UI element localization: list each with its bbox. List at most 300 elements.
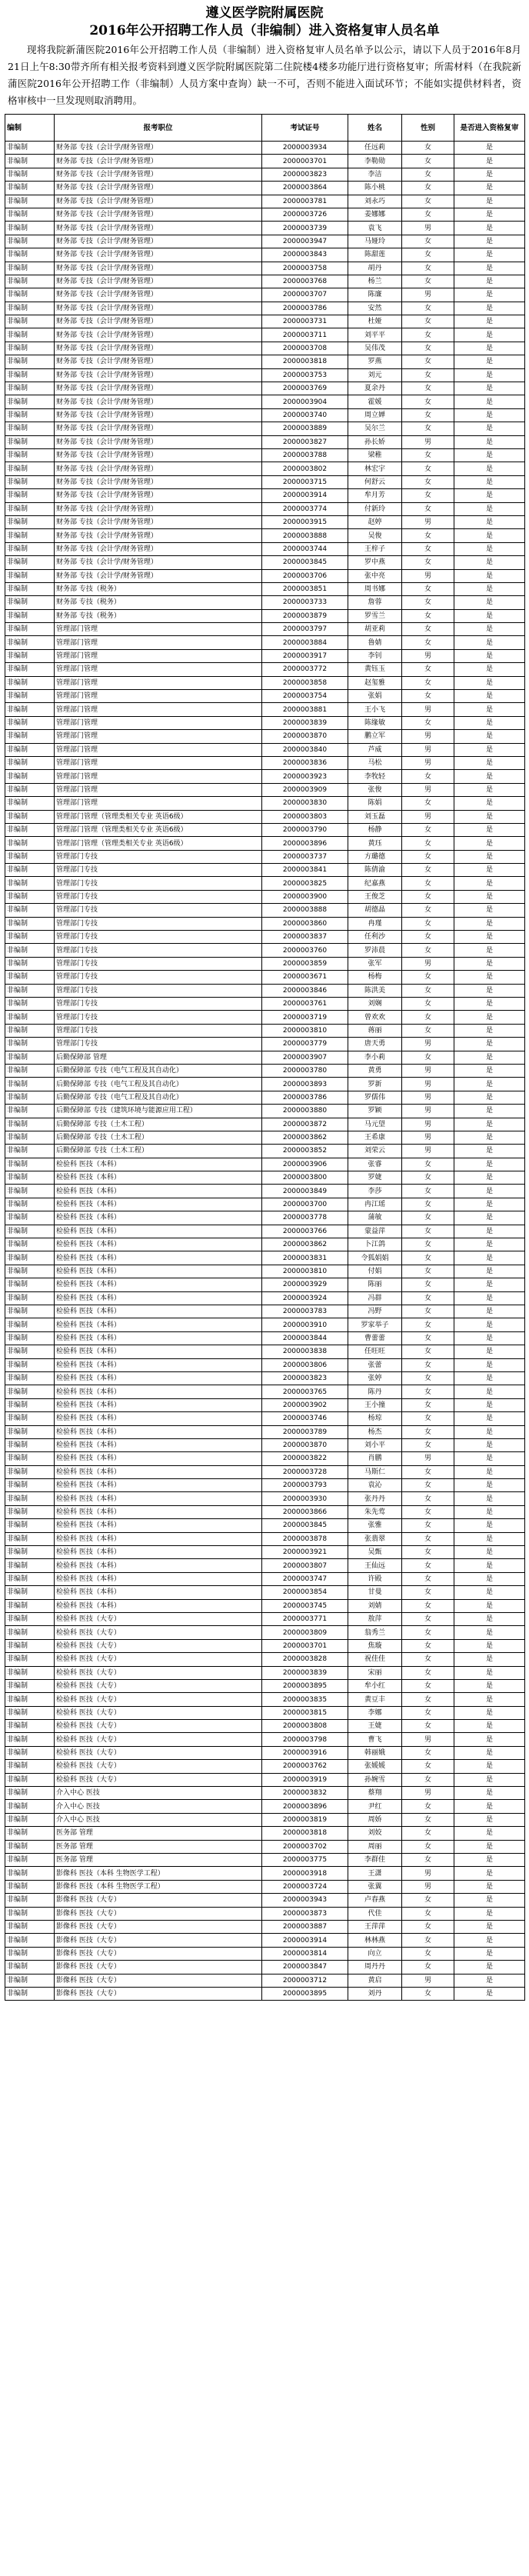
cell-exam-no: 2000003910	[262, 1318, 348, 1331]
table-row	[5, 1546, 525, 1559]
cell-bianzhi: 非编制	[5, 1720, 55, 1733]
cell-sex: 女	[402, 208, 454, 221]
cell-sex: 女	[402, 1358, 454, 1371]
cell-bianzhi: 非编制	[5, 837, 55, 850]
cell-name: 杨静	[348, 823, 402, 836]
cell-post: 影像科 医技（大专）	[55, 1920, 262, 1933]
cell-exam-no: 2000003823	[262, 1371, 348, 1385]
cell-sex: 女	[402, 1385, 454, 1398]
cell-exam-no: 2000003840	[262, 743, 348, 756]
cell-review: 是	[454, 676, 525, 689]
cell-name: 曾欢欢	[348, 1011, 402, 1024]
cell-bianzhi: 非编制	[5, 810, 55, 823]
table-row	[5, 1987, 525, 2000]
cell-sex: 女	[402, 770, 454, 783]
table-row	[5, 1867, 525, 1880]
cell-exam-no: 2000003902	[262, 1398, 348, 1411]
cell-exam-no: 2000003797	[262, 623, 348, 636]
cell-exam-no: 2000003724	[262, 1880, 348, 1893]
cell-sex: 女	[402, 1720, 454, 1733]
table-row	[5, 1452, 525, 1465]
col-header-review: 是否进入资格复审	[454, 115, 525, 142]
cell-review: 是	[454, 155, 525, 168]
cell-exam-no: 2000003884	[262, 636, 348, 649]
cell-name: 冯野	[348, 1305, 402, 1318]
cell-sex: 女	[402, 275, 454, 288]
cell-review: 是	[454, 1666, 525, 1679]
cell-name: 李莎	[348, 1185, 402, 1198]
cell-sex: 女	[402, 1198, 454, 1211]
cell-post: 检验科 医技（本科）	[55, 1532, 262, 1545]
cell-sex: 女	[402, 1612, 454, 1625]
table-row	[5, 1385, 525, 1398]
cell-bianzhi: 非编制	[5, 288, 55, 302]
table-row	[5, 716, 525, 729]
table-row	[5, 475, 525, 488]
cell-exam-no: 2000003779	[262, 1038, 348, 1051]
cell-post: 财务部 专技（会计学/财务管理）	[55, 515, 262, 528]
cell-sex: 女	[402, 248, 454, 262]
table-row	[5, 208, 525, 221]
cell-exam-no: 2000003823	[262, 168, 348, 181]
cell-sex: 女	[402, 890, 454, 903]
cell-bianzhi: 非编制	[5, 1840, 55, 1853]
cell-name: 赵婷	[348, 515, 402, 528]
table-row	[5, 1800, 525, 1813]
cell-sex: 女	[402, 1572, 454, 1585]
cell-review: 是	[454, 1345, 525, 1358]
cell-sex: 女	[402, 931, 454, 944]
cell-exam-no: 2000003806	[262, 1358, 348, 1371]
cell-review: 是	[454, 556, 525, 569]
table-row	[5, 743, 525, 756]
cell-review: 是	[454, 1599, 525, 1612]
cell-sex: 女	[402, 676, 454, 689]
cell-bianzhi: 非编制	[5, 1586, 55, 1599]
cell-exam-no: 2000003870	[262, 1438, 348, 1451]
cell-post: 检验科 医技（本科）	[55, 1519, 262, 1532]
cell-sex: 女	[402, 1238, 454, 1251]
cell-post: 管理部门管理	[55, 797, 262, 810]
cell-sex: 女	[402, 542, 454, 555]
table-row	[5, 663, 525, 676]
cell-review: 是	[454, 1452, 525, 1465]
cell-post: 管理部门管理	[55, 770, 262, 783]
cell-name: 陈倩渝	[348, 864, 402, 877]
cell-post: 管理部门专技	[55, 944, 262, 957]
cell-bianzhi: 非编制	[5, 716, 55, 729]
cell-exam-no: 2000003768	[262, 275, 348, 288]
table-row	[5, 783, 525, 796]
cell-bianzhi: 非编制	[5, 1907, 55, 1920]
table-row	[5, 556, 525, 569]
cell-name: 刘玉磊	[348, 810, 402, 823]
cell-sex: 男	[402, 1078, 454, 1091]
cell-name: 王俊芝	[348, 890, 402, 903]
cell-bianzhi: 非编制	[5, 155, 55, 168]
cell-review: 是	[454, 208, 525, 221]
table-row	[5, 1318, 525, 1331]
cell-review: 是	[454, 1773, 525, 1786]
cell-name: 曹飞	[348, 1733, 402, 1746]
cell-name: 李群佳	[348, 1854, 402, 1867]
cell-bianzhi: 非编制	[5, 1773, 55, 1786]
cell-sex: 女	[402, 1171, 454, 1185]
cell-bianzhi: 非编制	[5, 676, 55, 689]
table-row	[5, 1679, 525, 1692]
cell-bianzhi: 非编制	[5, 917, 55, 930]
cell-post: 管理部门管理	[55, 676, 262, 689]
cell-name: 任利沙	[348, 931, 402, 944]
cell-review: 是	[454, 1158, 525, 1171]
cell-sex: 男	[402, 1733, 454, 1746]
cell-sex: 女	[402, 142, 454, 155]
cell-bianzhi: 非编制	[5, 743, 55, 756]
cell-sex: 女	[402, 182, 454, 195]
cell-review: 是	[454, 636, 525, 649]
cell-sex: 女	[402, 1479, 454, 1492]
cell-review: 是	[454, 730, 525, 743]
cell-bianzhi: 非编制	[5, 904, 55, 917]
cell-exam-no: 2000003896	[262, 1800, 348, 1813]
cell-review: 是	[454, 1800, 525, 1813]
table-row	[5, 1854, 525, 1867]
cell-post: 管理部门专技	[55, 850, 262, 863]
table-row	[5, 1612, 525, 1625]
cell-name: 令狐娟娟	[348, 1251, 402, 1265]
cell-post: 医务部 管理	[55, 1827, 262, 1840]
cell-bianzhi: 非编制	[5, 1345, 55, 1358]
table-row	[5, 1626, 525, 1639]
cell-exam-no: 2000003895	[262, 1679, 348, 1692]
cell-sex: 女	[402, 690, 454, 703]
cell-review: 是	[454, 1907, 525, 1920]
table-row	[5, 1773, 525, 1786]
cell-review: 是	[454, 529, 525, 542]
cell-sex: 女	[402, 1626, 454, 1639]
cell-exam-no: 2000003866	[262, 1505, 348, 1518]
cell-review: 是	[454, 944, 525, 957]
cell-exam-no: 2000003895	[262, 1987, 348, 2000]
cell-review: 是	[454, 971, 525, 984]
cell-exam-no: 2000003914	[262, 489, 348, 502]
cell-sex: 男	[402, 222, 454, 235]
col-header-post: 报考职位	[55, 115, 262, 142]
cell-exam-no: 2000003893	[262, 1078, 348, 1091]
cell-exam-no: 2000003836	[262, 756, 348, 769]
cell-review: 是	[454, 957, 525, 970]
cell-bianzhi: 非编制	[5, 208, 55, 221]
cell-sex: 女	[402, 850, 454, 863]
cell-sex: 女	[402, 609, 454, 622]
cell-sex: 女	[402, 168, 454, 181]
cell-name: 张中亮	[348, 569, 402, 582]
table-row	[5, 596, 525, 609]
cell-review: 是	[454, 355, 525, 368]
cell-exam-no: 2000003844	[262, 1331, 348, 1345]
cell-exam-no: 2000003919	[262, 1773, 348, 1786]
cell-exam-no: 2000003830	[262, 797, 348, 810]
table-row	[5, 877, 525, 890]
table-row	[5, 1880, 525, 1893]
cell-name: 张俊	[348, 783, 402, 796]
cell-exam-no: 2000003810	[262, 1024, 348, 1037]
table-row	[5, 1519, 525, 1532]
cell-bianzhi: 非编制	[5, 1078, 55, 1091]
cell-sex: 女	[402, 368, 454, 382]
cell-post: 检验科 医技（大专）	[55, 1626, 262, 1639]
cell-post: 财务部 专技（会计学/财务管理）	[55, 248, 262, 262]
cell-exam-no: 2000003888	[262, 904, 348, 917]
cell-exam-no: 2000003744	[262, 542, 348, 555]
cell-bianzhi: 非编制	[5, 1639, 55, 1652]
cell-review: 是	[454, 182, 525, 195]
cell-review: 是	[454, 582, 525, 595]
cell-review: 是	[454, 1171, 525, 1185]
cell-sex: 女	[402, 1011, 454, 1024]
cell-bianzhi: 非编制	[5, 1051, 55, 1064]
cell-sex: 女	[402, 1639, 454, 1652]
cell-sex: 女	[402, 1318, 454, 1331]
cell-sex: 女	[402, 355, 454, 368]
cell-bianzhi: 非编制	[5, 1225, 55, 1238]
cell-name: 赵玺雅	[348, 676, 402, 689]
cell-exam-no: 2000003810	[262, 1265, 348, 1278]
cell-bianzhi: 非编制	[5, 1385, 55, 1398]
cell-bianzhi: 非编制	[5, 1746, 55, 1759]
cell-review: 是	[454, 917, 525, 930]
table-row	[5, 182, 525, 195]
cell-name: 张媛媛	[348, 1760, 402, 1773]
cell-post: 医务部 管理	[55, 1840, 262, 1853]
cell-sex: 女	[402, 1291, 454, 1305]
cell-review: 是	[454, 609, 525, 622]
cell-sex: 男	[402, 730, 454, 743]
cell-post: 管理部门专技	[55, 984, 262, 997]
cell-exam-no: 2000003839	[262, 1666, 348, 1679]
cell-sex: 女	[402, 422, 454, 435]
cell-bianzhi: 非编制	[5, 663, 55, 676]
cell-exam-no: 2000003712	[262, 1974, 348, 1987]
cell-sex: 女	[402, 823, 454, 836]
cell-post: 检验科 医技（本科）	[55, 1492, 262, 1505]
cell-exam-no: 2000003870	[262, 730, 348, 743]
cell-bianzhi: 非编制	[5, 1666, 55, 1679]
cell-post: 检验科 医技（大专）	[55, 1746, 262, 1759]
cell-bianzhi: 非编制	[5, 569, 55, 582]
cell-sex: 女	[402, 1599, 454, 1612]
cell-post: 检验科 医技（大专）	[55, 1733, 262, 1746]
cell-exam-no: 2000003815	[262, 1706, 348, 1719]
table-row	[5, 262, 525, 275]
cell-bianzhi: 非编制	[5, 1894, 55, 1907]
cell-exam-no: 2000003761	[262, 998, 348, 1011]
cell-review: 是	[454, 435, 525, 448]
cell-exam-no: 2000003728	[262, 1465, 348, 1478]
table-row	[5, 448, 525, 462]
cell-review: 是	[454, 1331, 525, 1345]
cell-bianzhi: 非编制	[5, 1412, 55, 1425]
cell-bianzhi: 非编制	[5, 582, 55, 595]
cell-sex: 男	[402, 569, 454, 582]
cell-bianzhi: 非编制	[5, 182, 55, 195]
cell-sex: 女	[402, 1907, 454, 1920]
cell-exam-no: 2000003828	[262, 1653, 348, 1666]
table-row	[5, 328, 525, 342]
cell-name: 周娇	[348, 1813, 402, 1826]
cell-exam-no: 2000003858	[262, 676, 348, 689]
table-row	[5, 850, 525, 863]
cell-sex: 女	[402, 195, 454, 208]
cell-review: 是	[454, 315, 525, 328]
cell-exam-no: 2000003878	[262, 1532, 348, 1545]
cell-post: 检验科 医技（本科）	[55, 1198, 262, 1211]
cell-exam-no: 2000003800	[262, 1171, 348, 1185]
table-row	[5, 904, 525, 917]
cell-exam-no: 2000003786	[262, 302, 348, 315]
cell-post: 财务部 专技（税务）	[55, 582, 262, 595]
cell-sex: 男	[402, 1105, 454, 1118]
cell-post: 检验科 医技（大专）	[55, 1693, 262, 1706]
cell-exam-no: 2000003701	[262, 155, 348, 168]
cell-name: 林林燕	[348, 1934, 402, 1947]
cell-name: 胡亚莉	[348, 623, 402, 636]
cell-name: 夏余丹	[348, 382, 402, 395]
cell-exam-no: 2000003814	[262, 1947, 348, 1960]
cell-review: 是	[454, 810, 525, 823]
cell-name: 许殿	[348, 1572, 402, 1585]
cell-exam-no: 2000003747	[262, 1572, 348, 1585]
table-row	[5, 931, 525, 944]
cell-post: 检验科 医技（本科）	[55, 1225, 262, 1238]
cell-bianzhi: 非编制	[5, 971, 55, 984]
cell-post: 管理部门管理（管理类相关专业 英语6级）	[55, 837, 262, 850]
cell-name: 罗婕	[348, 1171, 402, 1185]
cell-name: 刘小平	[348, 1438, 402, 1451]
table-row	[5, 690, 525, 703]
cell-post: 检验科 医技（大专）	[55, 1612, 262, 1625]
cell-sex: 女	[402, 1051, 454, 1064]
cell-sex: 男	[402, 743, 454, 756]
cell-review: 是	[454, 1131, 525, 1144]
table-row	[5, 315, 525, 328]
cell-exam-no: 2000003715	[262, 475, 348, 488]
cell-bianzhi: 非编制	[5, 1626, 55, 1639]
cell-bianzhi: 非编制	[5, 1358, 55, 1371]
cell-exam-no: 2000003839	[262, 716, 348, 729]
cell-review: 是	[454, 1412, 525, 1425]
cell-bianzhi: 非编制	[5, 823, 55, 836]
cell-post: 检验科 医技（本科）	[55, 1412, 262, 1425]
table-row	[5, 1078, 525, 1091]
cell-review: 是	[454, 1398, 525, 1411]
cell-exam-no: 2000003765	[262, 1385, 348, 1398]
cell-bianzhi: 非编制	[5, 1532, 55, 1545]
table-row	[5, 890, 525, 903]
cell-name: 任旺旺	[348, 1345, 402, 1358]
table-row	[5, 1492, 525, 1505]
cell-exam-no: 2000003914	[262, 1934, 348, 1947]
cell-bianzhi: 非编制	[5, 596, 55, 609]
cell-review: 是	[454, 368, 525, 382]
cell-name: 周书娜	[348, 582, 402, 595]
cell-exam-no: 2000003862	[262, 1238, 348, 1251]
cell-post: 管理部门管理（管理类相关专业 英语6级）	[55, 823, 262, 836]
cell-sex: 女	[402, 1532, 454, 1545]
table-row	[5, 1479, 525, 1492]
cell-exam-no: 2000003929	[262, 1278, 348, 1291]
table-row	[5, 1907, 525, 1920]
cell-name: 陈娟	[348, 797, 402, 810]
cell-sex: 女	[402, 1225, 454, 1238]
table-row	[5, 944, 525, 957]
cell-review: 是	[454, 1679, 525, 1692]
cell-review: 是	[454, 864, 525, 877]
cell-post: 影像科 医技（大专）	[55, 1974, 262, 1987]
cell-post: 检验科 医技（本科）	[55, 1185, 262, 1198]
cell-post: 管理部门管理	[55, 756, 262, 769]
cell-post: 管理部门管理	[55, 703, 262, 716]
cell-exam-no: 2000003851	[262, 582, 348, 595]
table-row	[5, 1425, 525, 1438]
cell-exam-no: 2000003781	[262, 195, 348, 208]
table-row	[5, 1278, 525, 1291]
cell-post: 管理部门管理（管理类相关专业 英语6级）	[55, 810, 262, 823]
table-row	[5, 1827, 525, 1840]
cell-bianzhi: 非编制	[5, 275, 55, 288]
cell-review: 是	[454, 1947, 525, 1960]
table-header-row	[5, 115, 525, 142]
cell-sex: 女	[402, 1211, 454, 1225]
cell-review: 是	[454, 1827, 525, 1840]
cell-post: 检验科 医技（本科）	[55, 1238, 262, 1251]
cell-name: 刘姣	[348, 1827, 402, 1840]
cell-sex: 女	[402, 1251, 454, 1265]
cell-name: 牟月芳	[348, 489, 402, 502]
cell-bianzhi: 非编制	[5, 1131, 55, 1144]
cell-bianzhi: 非编制	[5, 690, 55, 703]
cell-bianzhi: 非编制	[5, 1800, 55, 1813]
cell-exam-no: 2000003943	[262, 1894, 348, 1907]
cell-review: 是	[454, 1760, 525, 1773]
cell-bianzhi: 非编制	[5, 142, 55, 155]
cell-bianzhi: 非编制	[5, 944, 55, 957]
cell-review: 是	[454, 823, 525, 836]
table-row	[5, 1894, 525, 1907]
table-row	[5, 1639, 525, 1652]
cell-review: 是	[454, 770, 525, 783]
cell-bianzhi: 非编制	[5, 382, 55, 395]
table-row	[5, 435, 525, 448]
cell-name: 张翼	[348, 1880, 402, 1893]
cell-post: 检验科 医技（本科）	[55, 1251, 262, 1265]
cell-bianzhi: 非编制	[5, 222, 55, 235]
cell-review: 是	[454, 1813, 525, 1826]
cell-sex: 女	[402, 382, 454, 395]
cell-review: 是	[454, 877, 525, 890]
cell-review: 是	[454, 743, 525, 756]
cell-bianzhi: 非编制	[5, 1867, 55, 1880]
cell-review: 是	[454, 596, 525, 609]
cell-post: 财务部 专技（会计学/财务管理）	[55, 155, 262, 168]
cell-exam-no: 2000003888	[262, 529, 348, 542]
cell-exam-no: 2000003753	[262, 368, 348, 382]
cell-name: 刘元	[348, 368, 402, 382]
cell-post: 后勤保障部 专技（电气工程及其自动化）	[55, 1064, 262, 1077]
cell-name: 焦璇	[348, 1639, 402, 1652]
cell-post: 检验科 医技（本科）	[55, 1211, 262, 1225]
cell-sex: 男	[402, 1091, 454, 1104]
